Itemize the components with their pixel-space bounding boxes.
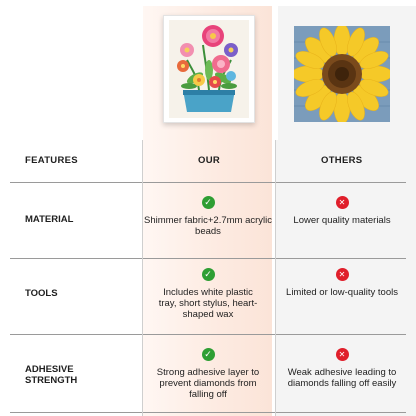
our-cell-tools (142, 268, 274, 320)
cross-icon: ✕ (336, 348, 349, 361)
others-tools-text: Limited or low-quality tools (286, 287, 398, 298)
check-icon: ✓ (202, 348, 215, 361)
our-product-image (163, 15, 255, 123)
row-label-material: MATERIAL (25, 214, 74, 225)
row-divider (10, 412, 406, 413)
cross-icon: ✕ (336, 196, 349, 209)
our-tools-text: Includes white plastic tray, short stylus, heart-shaped wax (158, 287, 258, 320)
cross-icon: ✕ (336, 268, 349, 281)
others-cell-tools (276, 268, 408, 298)
others-header: OTHERS (321, 155, 363, 166)
our-adhesive-text: Strong adhesive layer to prevent diamonds from falling off (156, 367, 260, 400)
others-cell-adhesive (276, 348, 408, 389)
our-cell-adhesive (142, 348, 274, 400)
others-cell-material (276, 196, 408, 226)
others-adhesive-text: Weak adhesive leading to diamonds falling off easily (287, 367, 397, 389)
row-label-adhesive-strength (25, 364, 77, 386)
row-label-line: STRENGTH (25, 375, 78, 386)
row-label-line: ADHESIVE (25, 364, 74, 375)
our-cell-material (142, 196, 274, 237)
our-material-text: Shimmer fabric+2.7mm acrylic beads (143, 215, 272, 237)
others-material-text: Lower quality materials (293, 215, 391, 226)
others-product-image (294, 26, 390, 122)
check-icon: ✓ (202, 196, 215, 209)
row-divider (10, 182, 406, 183)
row-divider (10, 258, 406, 259)
features-header: FEATURES (25, 155, 78, 166)
row-divider (10, 334, 406, 335)
our-header: OUR (198, 155, 221, 166)
check-icon: ✓ (202, 268, 215, 281)
row-label-tools: TOOLS (25, 288, 58, 299)
